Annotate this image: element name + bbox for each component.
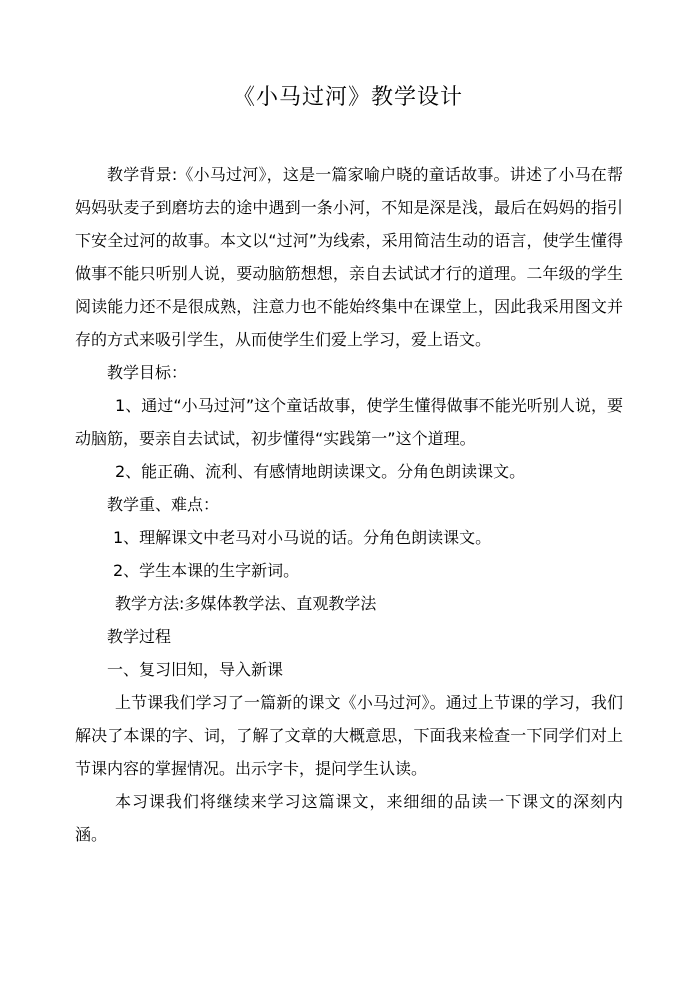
process-step-1-heading: 一、复习旧知，导入新课	[107, 660, 284, 679]
document-title: 《小马过河》教学设计	[232, 85, 463, 110]
process-step-1-closing: 本习课我们将继续来学习这篇课文，来细细的品读一下课文的深刻内涵。	[75, 792, 623, 844]
objective-item-1: 1、通过“小马过河”这个童话故事，使学生懂得做事不能光听别人说，要动脑筋，要亲自去试试，初步懂得“实践第一”这个道理。	[75, 396, 623, 448]
heading-objectives: 教学目标：	[107, 363, 188, 382]
teaching-methods: 教学方法:多媒体教学法、直观教学法	[115, 594, 377, 613]
key-point-item-2: 2、学生本课的生字新词。	[113, 561, 300, 580]
heading-key-points: 教学重、难点：	[107, 495, 220, 514]
heading-process: 教学过程	[107, 627, 172, 646]
objective-item-2: 2、能正确、流利、有感情地朗读课文。分角色朗读课文。	[115, 462, 526, 481]
key-point-item-1: 1、理解课文中老马对小马说的话。分角色朗读课文。	[113, 528, 492, 547]
process-step-1-text: 上节课我们学习了一篇新的课文《小马过河》。通过上节课的学习，我们解决了本课的字、词，了解了文章的大概意思，下面我来检查一下同学们对上节课内容的掌握情况。出示字卡，提问学生认读。	[75, 693, 623, 778]
document-body	[75, 158, 623, 851]
paragraph-background: 教学背景:《小马过河》，这是一篇家喻户晓的童话故事。讲述了小马在帮妈妈驮麦子到磨坊去的途中遇到一条小河，不知是深是浅，最后在妈妈的指引下安全过河的故事。本文以“过河”为线索，采用简洁生动的语言，使学生懂得做事不能只听别人说，要动脑筋想想，亲自去试试才行的道理。二年级的学生阅读能力还不是很成熟，注意力也不能始终集中在课堂上，因此我采用图文并存的方式来吸引学生，从而使学生们爱上学习，爱上语文。	[75, 165, 623, 349]
